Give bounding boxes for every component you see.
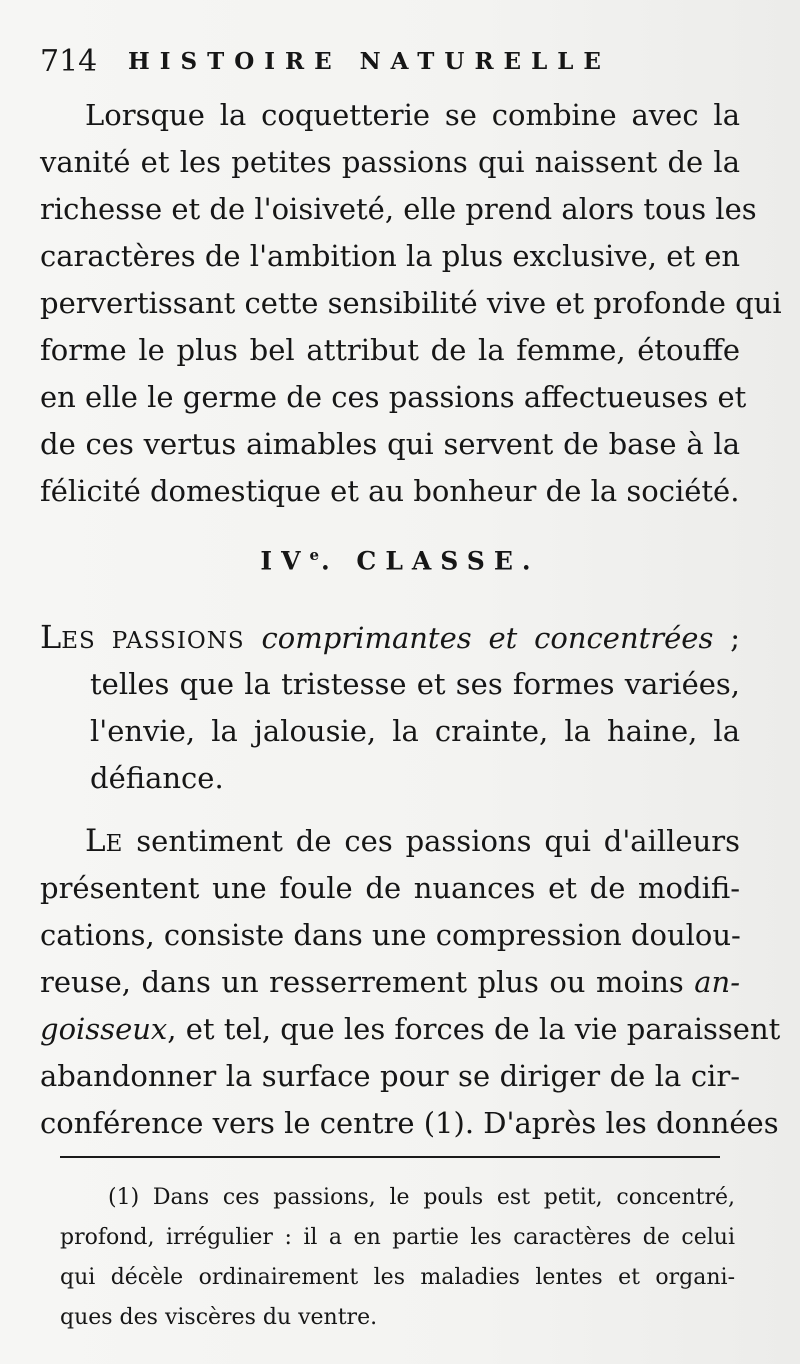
paragraph-initial-small: E xyxy=(105,831,124,857)
page-number: 714 xyxy=(40,44,98,79)
class-title-italic: comprimantes et concentrées xyxy=(261,621,714,655)
paragraph-coquetterie xyxy=(40,92,782,515)
section-heading xyxy=(0,546,800,575)
text-line: richesse et de l'oisiveté, elle prend alors tous les xyxy=(40,192,757,226)
italic-segment: goisseux xyxy=(40,1012,168,1046)
footnote-line: (1) Dans ces passions, le pouls est petit, concentré, xyxy=(108,1185,735,1210)
class-title-first-line xyxy=(40,614,740,661)
text-line: pervertissant cette sensibilité vive et profonde qui xyxy=(40,286,782,320)
paragraph-initial: L xyxy=(85,823,106,859)
paragraph-first-rest: sentiment de ces passions qui d'ailleurs xyxy=(136,824,740,858)
text-line xyxy=(40,1006,781,1053)
text-line: Lorsque la coquetterie se combine avec la xyxy=(85,98,740,132)
text-line xyxy=(40,959,740,1006)
text-line: défiance. xyxy=(90,761,224,795)
footnote-line: ques des viscères du ventre. xyxy=(60,1305,378,1330)
text-line: forme le plus bel attribut de la femme, étouffe xyxy=(40,333,740,367)
text-segment: , et tel, que les forces de la vie paraissent xyxy=(167,1012,781,1046)
section-sup: e xyxy=(309,546,322,564)
class-title-punct: ; xyxy=(730,621,741,655)
text-line: en elle le germe de ces passions affectueuses et xyxy=(40,380,747,414)
footnote-line: profond, irrégulier : il a en partie les caractères de celui xyxy=(60,1225,735,1250)
page-header xyxy=(40,42,740,82)
class-title-initial: L xyxy=(40,618,62,656)
text-line: présentent une foule de nuances et de modifi- xyxy=(40,871,740,905)
text-line: cations, consiste dans une compression doulou- xyxy=(40,918,741,952)
section-word: . CLASSE. xyxy=(321,546,540,576)
italic-segment: an- xyxy=(694,965,741,999)
class-title xyxy=(40,614,740,802)
footnote xyxy=(60,1178,735,1338)
footnote-rule xyxy=(60,1156,720,1158)
text-line: telles que la tristesse et ses formes variées, xyxy=(90,667,740,701)
paragraph-sentiment xyxy=(40,818,781,1147)
section-roman: IV xyxy=(260,546,310,576)
running-title: HISTOIRE NATURELLE xyxy=(128,48,611,75)
text-line: vanité et les petites passions qui naissent de la xyxy=(40,145,740,179)
text-line: caractères de l'ambition la plus exclusive, et en xyxy=(40,239,741,273)
class-title-smallcaps: ES PASSIONS xyxy=(61,628,245,654)
text-line: de ces vertus aimables qui servent de base à la xyxy=(40,427,740,461)
text-line: conférence vers le centre (1). D'après les données xyxy=(40,1106,779,1140)
text-line: félicité domestique et au bonheur de la société. xyxy=(40,474,740,508)
text-line: abandonner la surface pour se diriger de la cir- xyxy=(40,1059,740,1093)
text-line: l'envie, la jalousie, la crainte, la haine, la xyxy=(90,714,740,748)
footnote-line: qui décèle ordinairement les maladies lentes et organi- xyxy=(60,1265,735,1290)
text-segment: reuse, dans un resserrement plus ou moins xyxy=(40,965,684,999)
text-line xyxy=(40,818,740,865)
